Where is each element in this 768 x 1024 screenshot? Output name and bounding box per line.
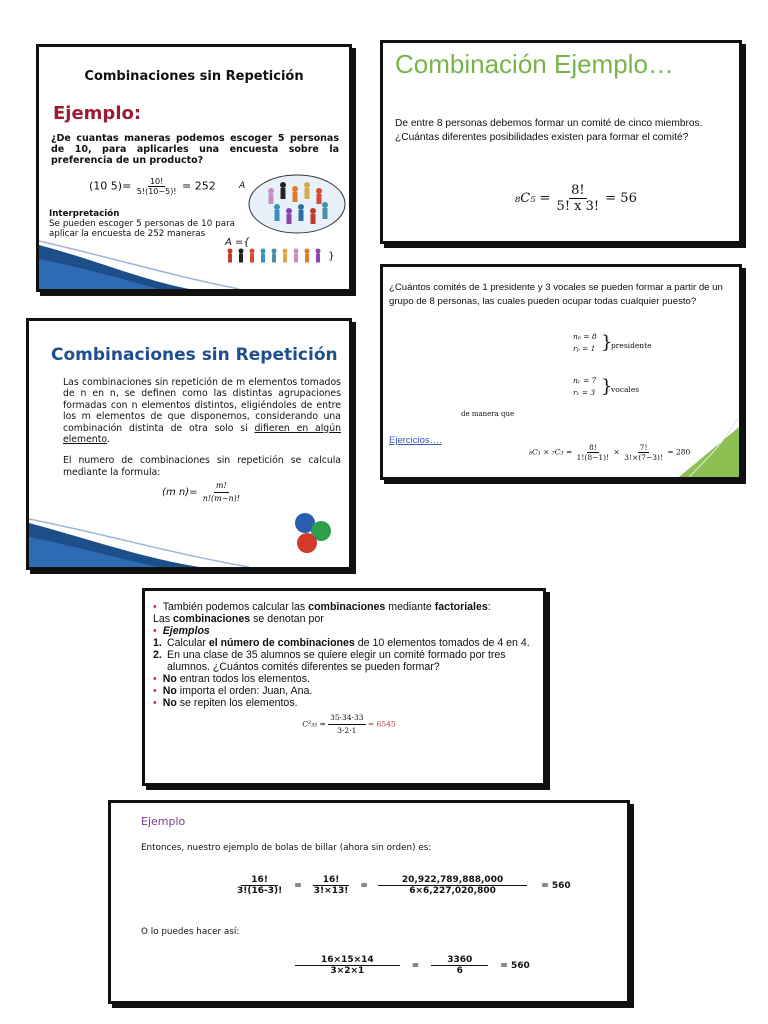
example-number: 1. <box>153 637 162 649</box>
formula-lhs: C³₃₅ = <box>302 719 326 729</box>
green-corner-decoration-icon <box>649 397 739 477</box>
text: entran todos los elementos. <box>176 673 310 685</box>
times-sign: × <box>613 447 620 457</box>
example-2 <box>153 649 545 673</box>
definition-paragraph <box>63 377 341 445</box>
slide-comites-presidente-vocales <box>380 264 742 480</box>
fraction-1 <box>575 443 611 462</box>
result-formula <box>153 712 545 737</box>
presidente-params <box>573 331 597 355</box>
rv-value: rᵥ = 3 <box>573 388 596 397</box>
text: También podemos calcular las <box>162 601 309 613</box>
bullet-icon: • <box>153 685 157 697</box>
text-bold: el número de combinaciones <box>208 637 355 649</box>
formula-fraction <box>555 183 602 214</box>
slide-title: Combinaciones sin Repetición <box>84 69 304 84</box>
example-1-text <box>167 637 530 649</box>
question-text: ¿De cuantas maneras podemos escoger 5 personas de 10, para aplicarles una encuesta sobre la preferencia de un producto? <box>51 133 339 166</box>
vocales-params <box>573 375 596 399</box>
ejercicios-link[interactable]: Ejercicios…. <box>389 435 442 446</box>
fraction-c-numerator: 20,922,789,888,000 <box>378 875 527 886</box>
people-ellipse-icon <box>243 173 347 235</box>
slide-bolas-de-billar <box>108 800 630 1004</box>
binomial-formula <box>89 177 216 196</box>
formula-fraction <box>328 712 365 737</box>
vocales-label: vocales <box>611 385 640 394</box>
people-set-illustration <box>239 173 347 239</box>
example-2-text: En una clase de 35 alumnos se quiere elegir un comité formado por tres alumnos. ¿Cuántos comités diferentes se pueden formar? <box>167 649 506 673</box>
fraction-e-denominator: 6 <box>456 966 463 976</box>
fraction-a-denominator: 3!(16-3)! <box>237 886 283 896</box>
slide-title: Combinación Ejemplo… <box>395 49 674 79</box>
fraction-c-denominator: 6×6,227,020,800 <box>409 886 496 896</box>
formula-denominator: 3·2·1 <box>337 726 357 735</box>
text-bold: factoriales <box>434 601 488 613</box>
question-text: ¿Cuántos comités de 1 presidente y 3 vocales se pueden formar a partir de un grupo de 8 personas, las cuales pueden ocupar todas cualquier puesto? <box>389 282 723 307</box>
manera-text: de manera que <box>461 410 515 418</box>
equals-sign: = <box>411 960 420 971</box>
slide-combinaciones-ejemplo-encuesta <box>36 44 352 292</box>
question-text: De entre 8 personas debemos formar un comité de cinco miembros. ¿Cuántas diferentes posibilidades existen para formar el comité? <box>395 118 703 143</box>
fraction-b <box>312 875 351 896</box>
fraction-d-numerator: 16×15×14 <box>295 955 400 966</box>
fraction-b-denominator: 3!×13! <box>313 886 349 896</box>
text: de 10 elementos tomados de 4 en 4. <box>354 637 530 649</box>
line-denotan <box>153 613 545 625</box>
bullet-icon: • <box>153 697 157 709</box>
text-bold: combinaciones <box>173 613 251 625</box>
definition-underline: difieren en algún elemento <box>63 422 341 446</box>
line-no-todos <box>153 673 545 685</box>
combination-formula <box>515 183 637 214</box>
formula-numerator: 10! <box>149 177 164 186</box>
example-1 <box>153 637 545 649</box>
text-bold: No <box>162 673 177 685</box>
set-open: A ={ <box>225 237 250 248</box>
fraction-c <box>378 875 527 896</box>
formula-fraction <box>201 480 242 504</box>
text: Las <box>153 613 174 625</box>
text: : <box>487 601 491 613</box>
equals-sign: = <box>360 880 368 891</box>
slide-combinacion-ejemplo-comite <box>380 40 742 244</box>
bullet-icon: • <box>153 625 157 637</box>
fraction-e <box>431 955 488 976</box>
alt-text: O lo puedes hacer así: <box>141 927 240 937</box>
slide-content <box>153 601 545 737</box>
ejemplo-heading: Ejemplo <box>141 815 186 828</box>
fraction-a-numerator: 16! <box>241 875 278 886</box>
text-bold: No <box>162 697 177 709</box>
slide-combinaciones-definicion <box>26 318 352 570</box>
presidente-label: presidente <box>611 341 652 350</box>
formula-denominator: 5! x 3! <box>556 199 600 214</box>
text: importa el orden: Juan, Ana. <box>176 685 313 697</box>
ejemplo-heading: Ejemplo: <box>53 103 142 124</box>
set-label: A <box>239 181 246 191</box>
line-no-repiten <box>153 697 545 709</box>
equals-sign: = <box>294 880 302 891</box>
text: se repiten los elementos. <box>176 697 298 709</box>
formula-denominator: n!(m−n)! <box>202 493 240 503</box>
interpretation <box>49 209 235 239</box>
example-number: 2. <box>153 649 162 661</box>
fraction-2-denominator: 3!×(7−3)! <box>624 453 663 462</box>
text: Calcular <box>167 637 209 649</box>
blue-wave-decoration-icon <box>39 239 352 289</box>
interpretation-text: Se pueden escoger 5 personas de 10 para aplicar la encuesta de 252 maneras <box>49 219 235 239</box>
formula-lhs: ₈C₅ = <box>515 191 551 206</box>
vocales-brace: } <box>601 376 613 397</box>
definition-body <box>63 377 341 504</box>
billiard-formula <box>235 875 571 896</box>
formula-numerator: m! <box>214 480 229 492</box>
slide-title: Combinaciones sin Repetición <box>51 345 338 365</box>
rp-value: rₚ = 1 <box>573 344 596 353</box>
result: = 560 <box>541 880 571 891</box>
fraction-a <box>235 875 284 896</box>
text-bold: combinaciones <box>308 601 386 613</box>
result: = 560 <box>500 960 530 971</box>
fraction-d-denominator: 3×2×1 <box>330 966 365 976</box>
general-formula <box>63 480 341 504</box>
fraction-1-numerator: 8! <box>588 443 597 452</box>
line-ejemplos <box>153 625 545 637</box>
interpretation-title: Interpretación <box>49 209 120 219</box>
formula-fraction <box>135 177 179 196</box>
bullet-icon: • <box>153 601 157 613</box>
formula-lhs: (10 5)= <box>89 179 132 193</box>
fraction-2-numerator: 7! <box>639 443 648 452</box>
formula-result: = 280 <box>667 447 691 457</box>
formula-result: = 252 <box>182 179 216 193</box>
text: se denotan por <box>250 613 324 625</box>
definition-end: . <box>106 434 110 446</box>
slide-factoriales-ejemplos <box>142 588 546 786</box>
formula-numerator: 35·34·33 <box>328 712 365 725</box>
presidente-brace: } <box>601 332 613 353</box>
bullet-icon: • <box>153 673 157 685</box>
formula-numerator: 8! <box>571 183 585 198</box>
intro-text: Entonces, nuestro ejemplo de bolas de billar (ahora sin orden) es: <box>141 843 432 853</box>
definition-text: Las combinaciones sin repetición de m elementos tomados de n en n, se definen como las distintas agrupaciones formadas con n elementos distintos, eligiéndoles de entre los m elementos de que disponemos, considerando una combinación distinta de otra solo si <box>63 377 341 434</box>
formula-result: = 56 <box>605 191 637 206</box>
line-factoriales <box>153 601 545 613</box>
fraction-d <box>295 955 400 976</box>
formula-intro: El numero de combinaciones sin repetición se calcula mediante la formula: <box>63 455 341 478</box>
formula-lhs: ₈C₁ × ₇C₃ = <box>529 447 573 457</box>
np-value: nₚ = 8 <box>573 332 597 341</box>
blue-wave-decoration-icon <box>29 517 352 567</box>
alt-formula <box>295 955 530 976</box>
nv-value: nᵥ = 7 <box>573 376 597 385</box>
fraction-1-denominator: 1!(8−1)! <box>576 453 610 462</box>
formula-denominator: 5!(10−5)! <box>136 187 177 196</box>
ejemplos-heading: Ejemplos <box>162 625 210 637</box>
text: mediante <box>385 601 435 613</box>
fraction-b-numerator: 16! <box>313 875 350 886</box>
set-close: } <box>328 251 335 262</box>
formula-lhs: (m n)= <box>162 487 198 499</box>
formula-result: = 6545 <box>367 719 396 729</box>
text-bold: No <box>162 685 177 697</box>
line-no-orden <box>153 685 545 697</box>
fraction-e-numerator: 3360 <box>431 955 488 966</box>
